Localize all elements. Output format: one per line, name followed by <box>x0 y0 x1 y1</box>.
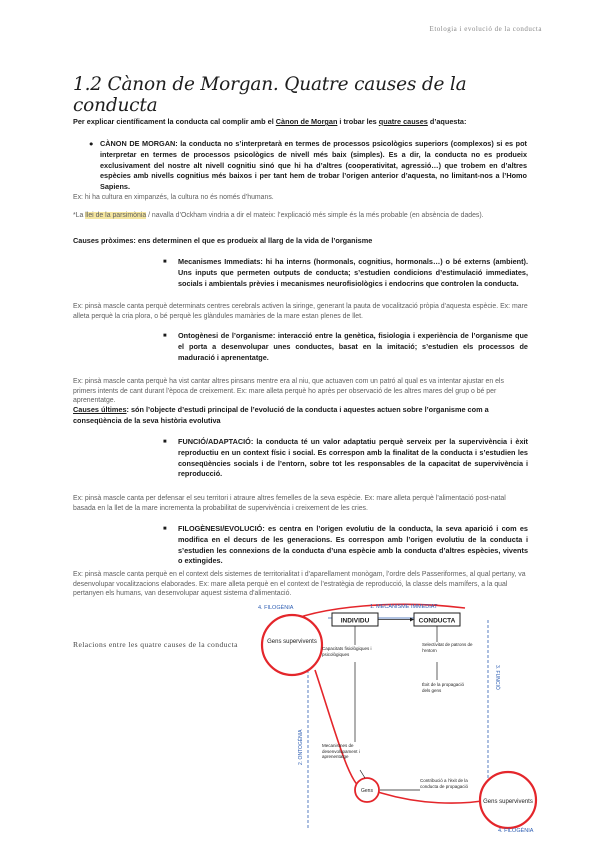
square-bullet: ■ <box>163 439 167 445</box>
conducta-label: CONDUCTA <box>418 617 456 625</box>
individu-label: INDIVIDU <box>340 617 370 625</box>
label-mecanisme: 1. MECANISME IMMEDIAT <box>370 604 438 610</box>
function-bullet <box>163 437 528 480</box>
example-5: Ex: pinsà mascle canta perquè en el context dels sistemes de territorialitat i d’aparellament monògam, l’ordre dels Passeriformes, al qual pertany, va desenvolupar vocalitzacions elaborades. Ex: mare alleta perquè en el context de l’estratègia de reproducció, la classe dels mamífers, a la qual pertanyen els humans, van desenvolupar aquest sistema d’alimentació. <box>73 571 526 597</box>
occam-note <box>73 211 528 221</box>
intro-middle: i trobar les <box>337 117 379 126</box>
proximate-heading: Causes pròximes: ens determinen el que es produeix al llarg de la vida de l’organisme <box>73 236 373 245</box>
running-head: Etologia i evolució de la conducta <box>429 25 542 33</box>
label-filogenia: 4. FILOGÈNIA <box>258 605 294 611</box>
square-bullet: ■ <box>163 526 167 532</box>
bullet-dot: ● <box>89 139 94 148</box>
gens-supervivents-right-text: Gens supervivents <box>483 799 533 805</box>
occam-prefix: *La <box>73 212 86 219</box>
canon-bullet <box>89 139 527 193</box>
mechanisms-text: Mecanismes Immediats: hi ha interns (hormonals, cognitius, hormonals…) o bé externs (ambient). Uns inputs que permeten outputs de conducta; s’estudien condicions d’estimulació immediates, socials i ambientals prèvies i mecanismes neurofisiològics i endocrins que controlen la conducta. <box>178 257 528 288</box>
note-selectivitat: Selectivitat de patrons de l’entorn <box>422 642 473 653</box>
intro-paragraph <box>73 117 528 128</box>
phylogeny-bullet <box>163 524 528 567</box>
note-contribucio: Contribució a l’èxit de la conducta de propagació <box>420 778 469 789</box>
canon-bullet-text: CÀNON DE MORGAN: la conducta no s’interpretarà en termes de processos psicològics superiors (complexos) si es pot interpretar en termes de processos psicològics de nivell més baix (simples). Es a dir, la conducta no es produeix exclusivament del nostre alt nivell cognitiu sinó que hi ha d’altres (cooperativitat, agressió…) que trobem en d’altres espècies amb nivells cognitius més baixos i per tant hem de trobar l’origen anterior d’aquesta, no limitant-nos a l’Homo Sapiens. <box>100 139 527 192</box>
ultimate-heading <box>73 405 528 426</box>
function-text: FUNCIÓ/ADAPTACIÓ: la conducta té un valor adaptatiu perquè serveix per la supervivència i èxit reproductiu en un context físic i social. Es correspon amb la finalitat de la conducta i s’estudien les conseqüències socials i de l’entorn, sobre tot les responsables de la capacitat de supervivència i reproducció. <box>178 437 528 479</box>
four-causes-diagram <box>250 600 540 835</box>
mechanisms-bullet <box>163 257 528 289</box>
example-4: Ex: pinsà mascle canta per defensar el seu territori i atraure altres femelles de la seva espècie. Ex: mare alleta perquè l’alimentació post-natal basada en la llet de la mare incrementa la probabilitat de supervivència i creixement de les cries. <box>73 495 506 512</box>
diagram-caption: Relacions entre les quatre causes de la conducta <box>73 640 238 649</box>
note-capacitats: Capacitats fisiològiques i psicològiques <box>322 646 372 657</box>
example-3: Ex: pinsà mascle canta perquè ha vist cantar altres pinsans mentre era al niu, que actuaven com un patró al qual es va intentar ajustar en els primers intents de cant durant l’època de creixement. Ex: mare alleta perquè ho après per observació de les altres mares del grup o bé per aprenentatge. <box>73 378 504 404</box>
page-title: 1.2 Cànon de Morgan. Quatre causes de la conducta <box>73 74 467 116</box>
phylogeny-text: FILOGÈNESI/EVOLUCIÓ: es centra en l’origen evolutiu de la conducta, la seva aparició i com es modifica en el decurs de les generacions. Es correspon amb l’origen evolutiu de la conducta i s’estudien les connexions de la conducta d’una espècie amb la conducta d’altres espècies, vivents o extingides. <box>178 524 528 566</box>
canon-link[interactable]: Cànon de Morgan <box>275 117 338 126</box>
ultimate-text: : són l’objecte d’estudi principal de l’evolució de la conducta i aquestes actuen sobre l’organisme com a conseqüència de la seva història evolutiva <box>73 405 489 425</box>
arrow-to-gens <box>360 770 365 778</box>
label-funcio: 3. FUNCIÓ <box>494 665 500 690</box>
note-exit: Èxit de la propagació dels gens <box>422 682 465 693</box>
intro-after: d’aquesta: <box>427 117 467 126</box>
gens-text: Gens <box>361 788 373 794</box>
example-2: Ex: pinsà mascle canta perquè determinats centres cerebrals activen la siringe, generant la pauta de vocalització pròpia d’aquesta espècie. Ex: mare alleta perquè la cria plora, o bé perquè les glàndules mamàries de la mare estan plenes de llet. <box>73 303 528 320</box>
example-1: Ex: hi ha cultura en ximpanzés, la cultura no és només d’humans. <box>73 194 274 201</box>
square-bullet: ■ <box>163 259 167 265</box>
label-fenotipic: 4. FILOGÈNIA <box>498 828 534 834</box>
note-mecanismes: Mecanismes de desenvolupament i aprenentatge <box>322 743 360 759</box>
phylogeny-arc-left <box>315 670 365 790</box>
gens-supervivents-left-circle <box>262 615 322 675</box>
square-bullet: ■ <box>163 333 167 339</box>
label-ontogenia: 2. ONTOGÈNIA <box>298 729 304 765</box>
gens-supervivents-left-text: Gens supervivents <box>267 639 317 645</box>
ultimate-label: Causes últimes <box>73 405 127 414</box>
parsimony-highlight: llei de la parsimònia <box>85 212 147 219</box>
ontogeny-bullet <box>163 331 528 363</box>
occam-suffix: / navalla d’Ockham vindria a dir el mateix: l’explicació més simple és la més probable (en absència de dades). <box>146 212 484 219</box>
intro-before: Per explicar científicament la conducta cal complir amb el <box>73 117 276 126</box>
intro-emph: quatre causes <box>378 117 428 126</box>
ontogeny-text: Ontogènesi de l’organisme: interacció entre la genètica, fisiologia i experiència de l’organisme que el porta a desenvolupar unes conductes, basat en la imitació; s’estudien els processos de maduració i aprenentatge. <box>178 331 528 362</box>
